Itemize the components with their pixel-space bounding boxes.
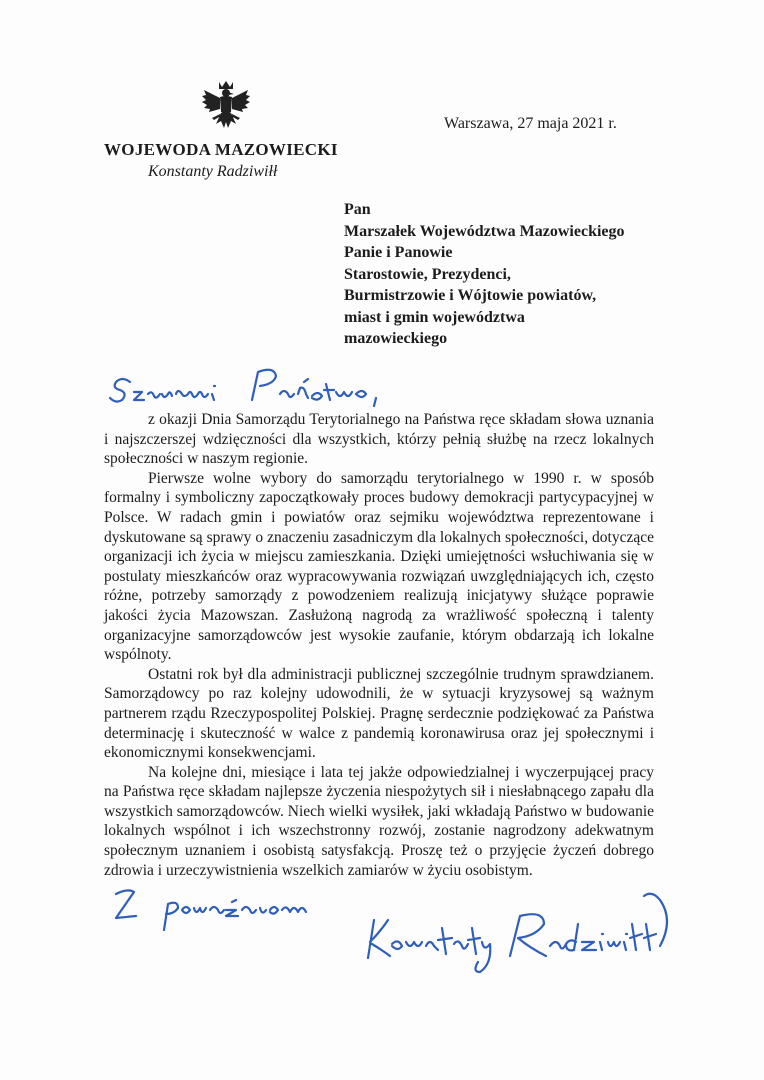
recipient-line: Marszałek Województwa Mazowieckiego (344, 222, 625, 240)
body-paragraph: Ostatni rok był dla administracji publicznej szczególnie trudnym sprawdzianem. Samorządowcy po raz kolejny udowodnili, że w sytuacji kryzysowej są ważnym partnerem rządu Rzeczypospolitej Polskiej. Pragnę serdecznie podziękować za Państwa determinację i skuteczność w walce z pandemią koronawirusa oraz jej społecznymi i ekonomicznymi konsekwencjami. (104, 665, 654, 762)
recipient-line: Pan (344, 201, 371, 218)
body-paragraph: z okazji Dnia Samorządu Terytorialnego na Państwa ręce składam słowa uznania i najszczerszej wdzięczności dla wszystkich, którzy pełnią służbę na rzecz lokalnych społeczności w naszym regionie. (104, 411, 654, 468)
body-paragraph: Pierwsze wolne wybory do samorządu terytorialnego w 1990 r. w sposób formalny i symboliczny zapoczątkowały proces budowy demokracji partycypacyjnej w Polsce. W radach gmin i powiatów oraz sejmiku województwa reprezentowane i dyskutowane są sprawy o znaczeniu zasadniczym dla lokalnych społeczności, dotyczące organizacji ich życia w miejscu zamieszkania. Dzięki umiejętności wsłuchiwania się w postulaty mieszkańców oraz wypracowywania rozwiązań uwzględniających ich, często różne, potrzeby samorządy z powodzeniem realizują inicjatywy służące poprawie jakości życia Mazowszan. Zasłużoną nagrodą za wrażliwość społeczną i talenty organizacyjne samorządowców jest wysokie zaufanie, którym obdarzają ich lokalne wspólnoty. (104, 469, 654, 664)
recipient-line: Starostowie, Prezydenci, (344, 265, 511, 283)
recipient-line: miast i gmin województwa (344, 308, 525, 326)
office-title: WOJEWODA MAZOWIECKI (104, 140, 338, 159)
sender-name: Konstanty Radziwiłł (148, 163, 278, 180)
handwritten-salutation (104, 360, 414, 410)
recipient-line: Burmistrzowie i Wójtowie powiatów, (344, 287, 597, 304)
recipient-line: mazowieckiego (344, 330, 448, 347)
letter-date: Warszawa, 27 maja 2021 r. (444, 115, 617, 132)
body-paragraph: Na kolejne dni, miesiące i lata tej jakże odpowiedzialnej i wyczerpującej pracy na Państwa ręce składam najlepsze życzenia niespożytych sił i niesłabnącego zapału dla wszystkich samorządowców. Niech wielki wysiłek, jaki wkładają Państwo w budowanie lokalnych wspólnot i ich wszechstronny rozwój, zostanie nagrodzony adekwatnym społecznym uznaniem i osobistą satysfakcją. Proszę też o przyjęcie życzeń dobrego zdrowia i urzeczywistnienia wszelkich zamiarów w życiu osobistym. (104, 763, 654, 879)
handwritten-signature (360, 880, 700, 980)
letter-body (104, 410, 654, 880)
recipients-block (344, 199, 625, 350)
recipient-line: Panie i Panowie (344, 244, 453, 261)
polish-eagle-emblem-icon (200, 78, 252, 136)
handwritten-closing (108, 880, 358, 940)
